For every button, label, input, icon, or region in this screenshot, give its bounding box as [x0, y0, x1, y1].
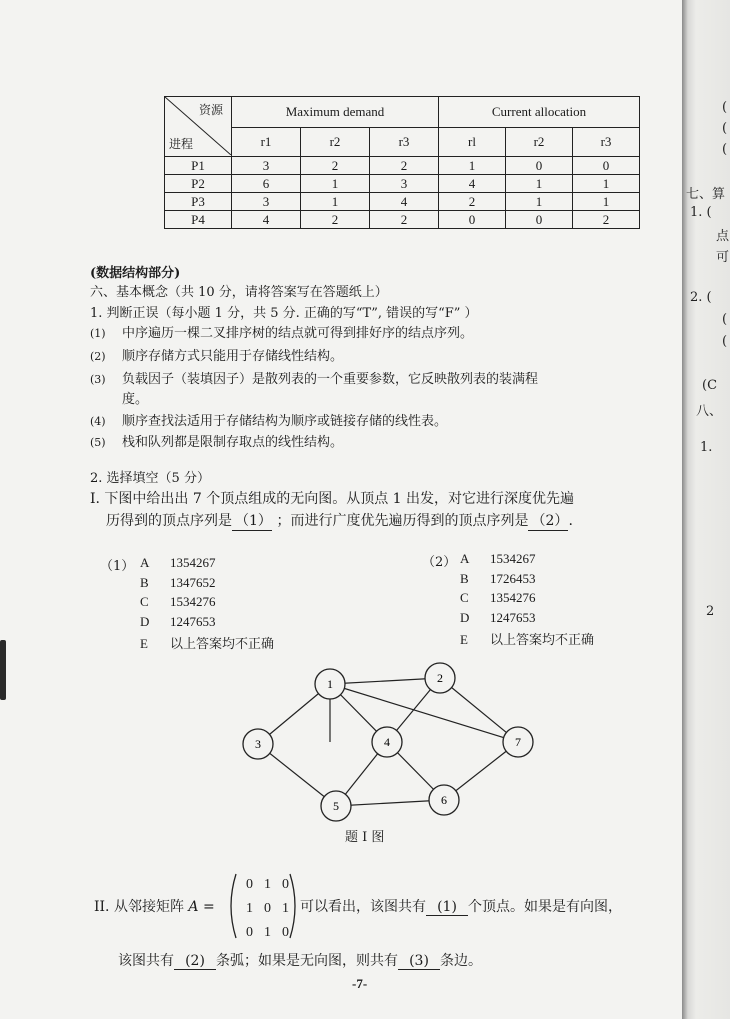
adjacent-page-fragment: 七、算 [686, 187, 726, 202]
adjacent-page-fragment: 八、 [696, 404, 723, 419]
item-number: (5) [90, 436, 106, 449]
allocation-cell: 1 [439, 157, 506, 175]
graph-node [372, 727, 402, 757]
matrix-cell: 0 [246, 925, 253, 940]
allocation-cell: 1 [573, 193, 640, 211]
part6-title: 六、基本概念（共 10 分，请将答案写在答题纸上） [90, 285, 388, 300]
q1-title: 1. 判断正误（每小题 1 分，共 5 分. 正确的写“T”, 错误的写“F” ） [90, 306, 478, 321]
max-demand-cell: 4 [232, 211, 301, 229]
max-demand-cell: 2 [301, 157, 370, 175]
list-item [90, 345, 343, 364]
item-text: 度。 [122, 392, 149, 407]
adjacency-matrix [224, 870, 304, 942]
adjacent-page-fragment: ( [722, 334, 728, 349]
adjacent-page-fragment: 1. ( [690, 205, 712, 220]
section-title: (数据结构部分) [90, 266, 181, 281]
max-demand-cell: 2 [301, 211, 370, 229]
matrix-cell: 0 [282, 925, 289, 940]
table-row [165, 157, 640, 175]
options-2-label: （2） [422, 555, 457, 570]
cur-col-header: r2 [506, 128, 573, 157]
q2-blank-3: (3) [398, 953, 440, 970]
undirected-graph [230, 660, 540, 840]
q1-stem-text-a: 历得到的顶点序列是 [106, 513, 232, 529]
allocation-cell: 1 [573, 175, 640, 193]
item-text: 栈和队列都是限制存取点的线性结构。 [122, 435, 344, 450]
q2-blank-2: (2) [174, 953, 216, 970]
q2-text-4: 条弧；如果是无向图，则共有 [216, 953, 398, 969]
table-row [165, 211, 640, 229]
option-key: B [140, 574, 149, 590]
graph-node-label: 4 [384, 735, 390, 749]
matrix-cell: 0 [264, 901, 271, 916]
item-text: 顺序查找法适用于存储结构为顺序或链接存储的线性表。 [122, 414, 448, 429]
cur-col-header: rl [439, 128, 506, 157]
item-number: (2) [90, 350, 106, 363]
max-demand-cell: 3 [370, 175, 439, 193]
option-item [460, 551, 536, 567]
max-demand-cell: 1 [301, 175, 370, 193]
q2-stem-line1 [300, 896, 622, 916]
option-key: E [460, 632, 468, 647]
item-number: (3) [90, 373, 106, 386]
graph-node [429, 785, 459, 815]
options-1-label: （1） [100, 559, 135, 574]
option-value: 以上答案均不正确 [490, 632, 595, 647]
graph-node-label: 5 [333, 799, 339, 813]
q2-stem-prefix [94, 896, 215, 916]
option-item [460, 590, 536, 606]
option-key: E [140, 636, 148, 651]
allocation-cell: 0 [506, 157, 573, 175]
item-text: 负载因子（装填因子）是散列表的一个重要参数，它反映散列表的装满程 [122, 372, 539, 387]
q1-stem-line2 [106, 510, 573, 531]
graph-node [321, 791, 351, 821]
q2-prefix-text: II. 从邻接矩阵 [94, 899, 184, 915]
option-value: 1247653 [170, 613, 216, 629]
option-key: A [140, 555, 150, 570]
q2-title: 2. 选择填空（5 分） [90, 471, 210, 486]
allocation-cell: 1 [506, 175, 573, 193]
page-number: -7- [352, 976, 368, 991]
graph-node [503, 727, 533, 757]
list-item [90, 431, 343, 450]
process-cell: P2 [165, 175, 232, 193]
max-col-header: r1 [232, 128, 301, 157]
q2-text-5: 条边。 [440, 953, 482, 969]
table-row [165, 175, 640, 193]
option-value: 1247653 [490, 609, 536, 625]
graph-caption: 题 I 图 [345, 830, 385, 845]
max-col-header: r3 [370, 128, 439, 157]
option-value: 1726453 [490, 570, 536, 586]
list-item [90, 410, 447, 429]
binding-edge [0, 640, 6, 700]
list-item [90, 368, 538, 387]
option-item [140, 633, 274, 652]
process-cell: P3 [165, 193, 232, 211]
adjacent-page-fragment: 2 [706, 604, 715, 619]
option-item [460, 571, 536, 587]
item-number: (4) [90, 415, 106, 428]
list-item [90, 388, 148, 407]
allocation-cell: 2 [439, 193, 506, 211]
option-key: B [460, 570, 469, 586]
option-key: A [460, 551, 470, 566]
option-item [460, 629, 594, 648]
max-demand-cell: 2 [370, 211, 439, 229]
q2-text-3: 该图共有 [118, 953, 174, 969]
option-value: 1347652 [170, 574, 216, 590]
graph-node-label: 3 [255, 737, 261, 751]
max-demand-header: Maximum demand [232, 97, 439, 128]
process-cell: P4 [165, 211, 232, 229]
option-value: 1354267 [170, 555, 216, 570]
graph-node [315, 669, 345, 699]
process-cell: P1 [165, 157, 232, 175]
q2-blank-1: (1) [426, 899, 468, 916]
adjacent-page-fragment: ( [722, 100, 728, 115]
option-value: 1354276 [490, 590, 536, 605]
blank-1: （1） [232, 510, 272, 531]
allocation-cell: 4 [439, 175, 506, 193]
graph-node-label: 6 [441, 793, 447, 807]
option-key: C [140, 594, 149, 609]
item-number: (1) [90, 327, 106, 340]
option-value: 以上答案均不正确 [170, 636, 275, 651]
max-col-header: r2 [301, 128, 370, 157]
option-item [460, 610, 536, 626]
option-key: D [140, 613, 150, 629]
max-demand-cell: 3 [232, 157, 301, 175]
item-text: 中序遍历一棵二叉排序树的结点就可得到排好序的结点序列。 [122, 326, 474, 341]
item-text: 顺序存储方式只能用于存储线性结构。 [122, 349, 344, 364]
table-row [165, 193, 640, 211]
adjacent-page-fragment: ( [722, 121, 728, 136]
allocation-cell: 0 [439, 211, 506, 229]
matrix-cell: 1 [264, 925, 271, 940]
matrix-cell: 0 [246, 877, 253, 892]
q2-stem-line2 [118, 950, 482, 970]
corner-resource-label: 资源 [198, 103, 223, 117]
q1-stem-text-c: . [568, 513, 573, 529]
matrix-cell: 1 [282, 901, 289, 916]
option-item [140, 575, 216, 591]
matrix-cell: 1 [264, 877, 271, 892]
cur-col-header: r3 [573, 128, 640, 157]
graph-node-label: 7 [515, 735, 521, 749]
current-allocation-header: Current allocation [439, 97, 640, 128]
graph-node-label: 2 [437, 671, 443, 685]
option-value: 1534276 [170, 594, 216, 609]
corner-process-label: 进程 [169, 137, 194, 151]
option-item [140, 594, 216, 610]
max-demand-cell: 4 [370, 193, 439, 211]
max-demand-cell: 6 [232, 175, 301, 193]
max-demand-cell: 2 [370, 157, 439, 175]
allocation-cell: 2 [573, 211, 640, 229]
q1-stem-line1: I. 下图中给出出 7 个顶点组成的无向图。从顶点 1 出发，对它进行深度优先遍 [90, 491, 575, 507]
adjacent-page-fragment: 2. ( [690, 290, 712, 305]
allocation-table [164, 96, 640, 229]
graph-node-label: 1 [327, 677, 333, 691]
adjacent-page-fragment: 点 [716, 229, 730, 244]
q1-stem-text-b: ；而进行广度优先遍历得到的顶点序列是 [276, 513, 529, 529]
option-item [140, 614, 216, 630]
graph-node [243, 729, 273, 759]
allocation-cell: 0 [573, 157, 640, 175]
q2-text-2: 个顶点。如果是有向图， [468, 899, 622, 915]
allocation-cell: 1 [506, 193, 573, 211]
q2-text-1: 可以看出，该图共有 [300, 899, 426, 915]
matrix-cell: 1 [246, 901, 253, 916]
adjacent-page-fragment: 可 [716, 250, 730, 265]
blank-2: （2） [528, 510, 568, 531]
option-item [140, 555, 216, 571]
table-corner-header [165, 97, 232, 157]
list-item [90, 322, 473, 341]
option-key: C [460, 590, 469, 605]
adjacent-page-fragment: 1. [700, 440, 713, 455]
max-demand-cell: 3 [232, 193, 301, 211]
option-key: D [460, 609, 470, 625]
adjacent-page-fragment: (C [702, 378, 718, 393]
adjacent-page-fragment: ( [722, 312, 728, 327]
matrix-label: A = [188, 899, 215, 915]
adjacent-page-fragment: ( [722, 142, 728, 157]
graph-node [425, 663, 455, 693]
matrix-cell: 0 [282, 877, 289, 892]
allocation-cell: 0 [506, 211, 573, 229]
max-demand-cell: 1 [301, 193, 370, 211]
option-value: 1534267 [490, 551, 536, 566]
